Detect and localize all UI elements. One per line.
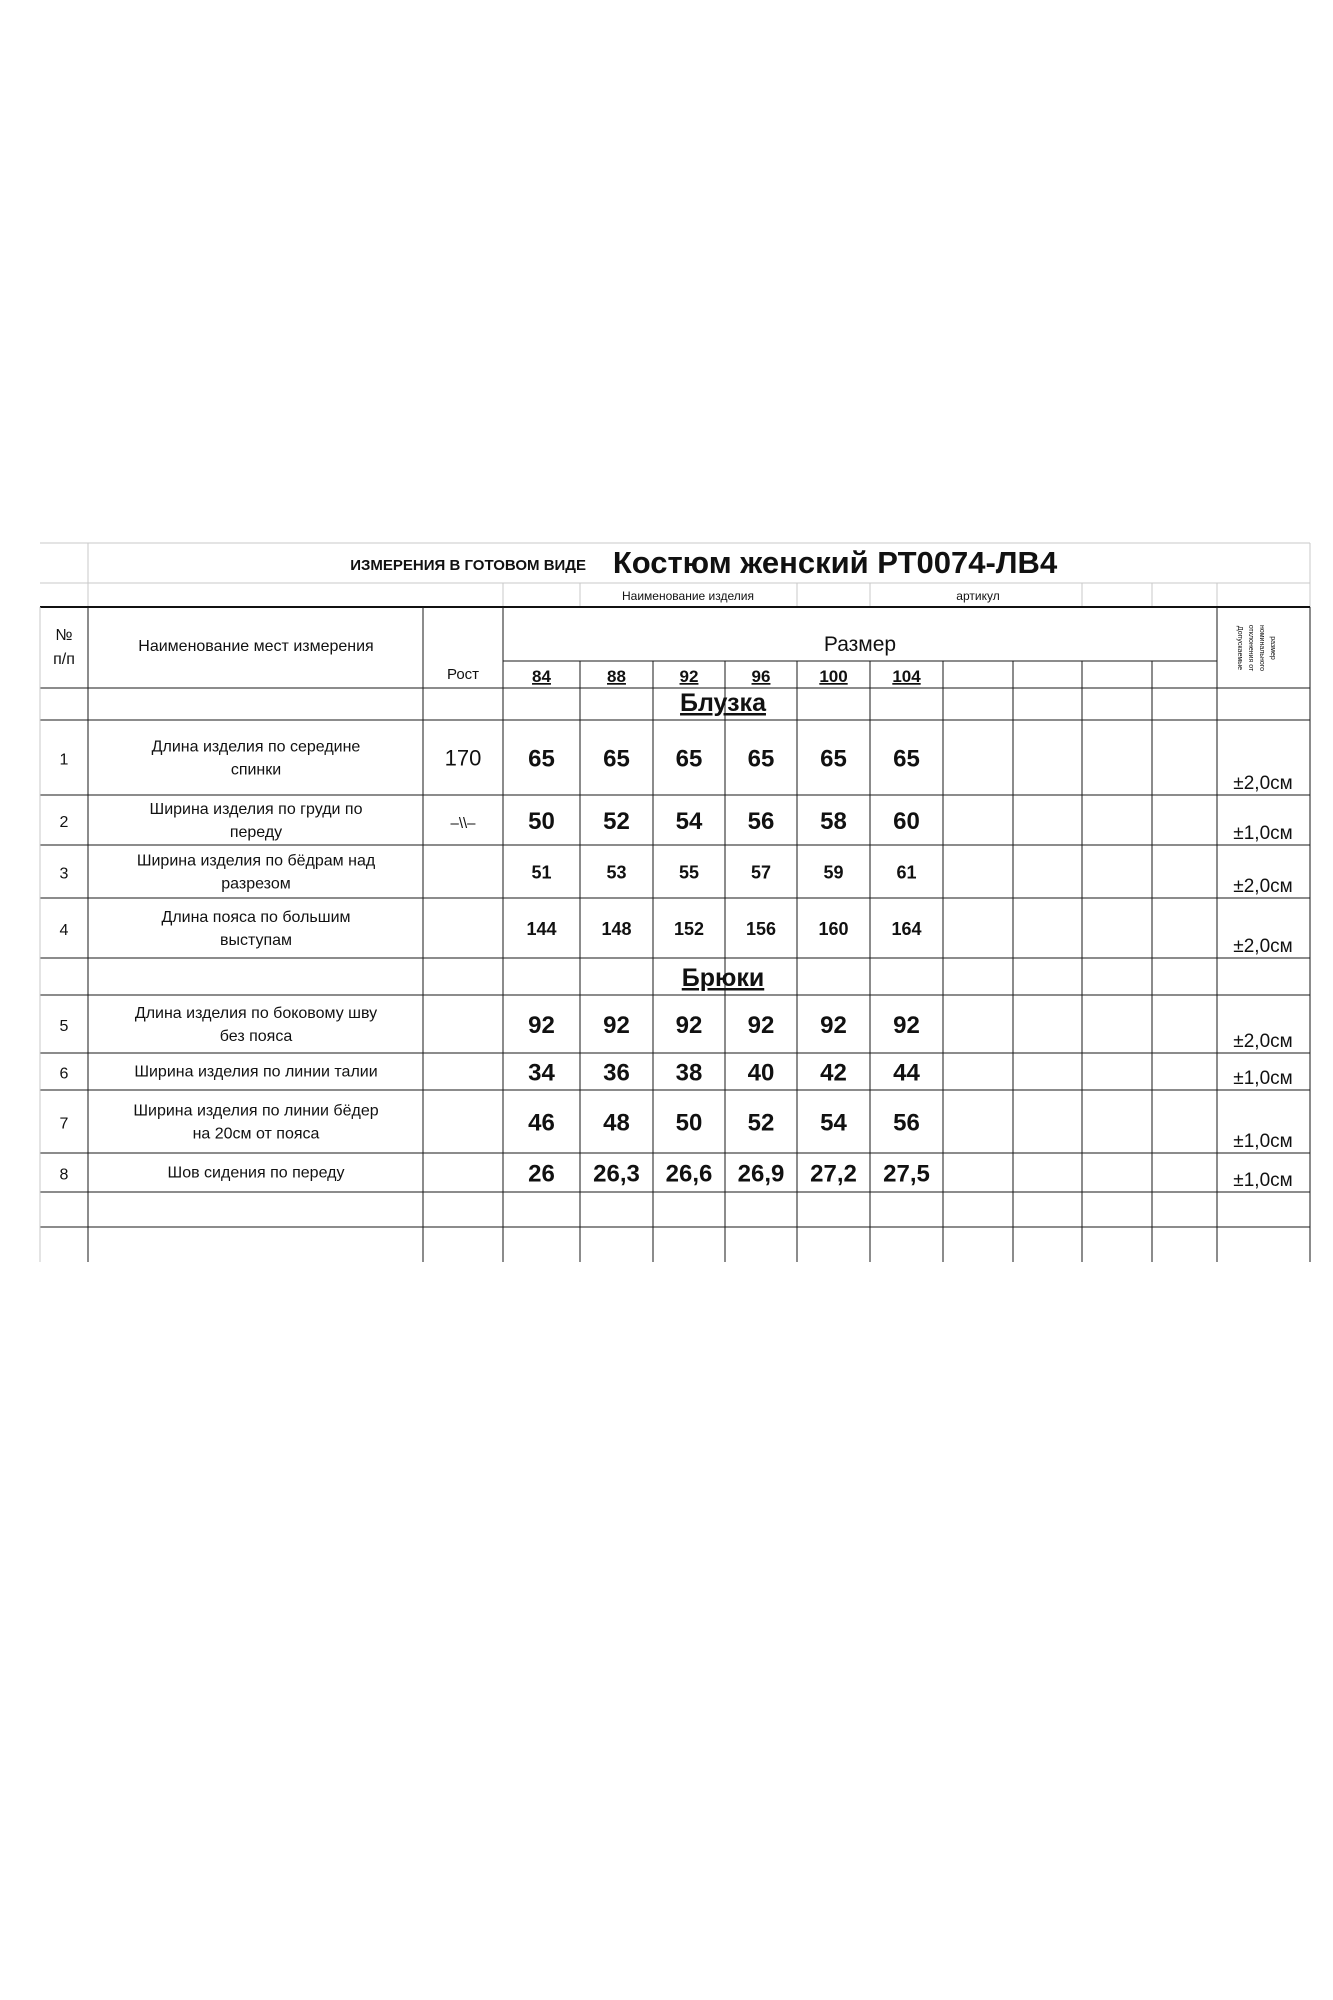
measurement-name: спинки: [230, 761, 282, 779]
article-caption: артикул: [956, 589, 1000, 603]
size-value: 52: [603, 808, 630, 835]
measurement-name: Ширина изделия по груди по: [149, 801, 363, 818]
size-label-84: 84: [532, 667, 551, 686]
column-tolerance-header: номинального: [1258, 624, 1265, 672]
column-tolerance-header: размер: [1269, 636, 1276, 660]
size-value: 59: [823, 862, 844, 883]
row-number: 3: [59, 865, 69, 883]
tolerance-value: ±2,0см: [1233, 936, 1293, 957]
size-value: 54: [675, 808, 703, 835]
size-value: 50: [675, 1109, 703, 1137]
tolerance-value: ±2,0см: [1233, 773, 1293, 794]
size-value: 61: [896, 862, 917, 883]
size-value: 56: [747, 808, 775, 835]
tolerance-value: ±1,0см: [1233, 1068, 1293, 1089]
size-value: 26,9: [737, 1160, 785, 1188]
column-height-header: Рост: [446, 666, 480, 683]
row-height: –\\–: [450, 815, 476, 832]
tolerance-value: ±2,0см: [1233, 1031, 1293, 1052]
size-value: 57: [750, 862, 772, 883]
column-number-header: №: [55, 627, 73, 644]
size-value: 152: [673, 919, 705, 939]
row-height: 170: [444, 745, 482, 771]
size-value: 92: [528, 1012, 555, 1039]
size-label-96: 96: [751, 667, 771, 686]
row-number: 2: [59, 814, 69, 831]
section-title-2: Брюки: [681, 964, 765, 992]
size-label-88: 88: [607, 667, 626, 686]
size-label-92: 92: [679, 667, 699, 686]
measurement-name: на 20см от пояса: [192, 1125, 320, 1143]
size-value: 34: [528, 1059, 555, 1087]
size-value: 55: [678, 862, 700, 883]
size-value: 144: [526, 919, 557, 939]
tolerance-value: ±1,0см: [1233, 1170, 1293, 1191]
size-value: 65: [675, 745, 703, 773]
size-value: 42: [820, 1059, 847, 1087]
row-number: 4: [59, 922, 69, 939]
tolerance-value: ±1,0см: [1233, 823, 1293, 844]
measurement-name: Длина изделия по середине: [151, 738, 361, 756]
size-value: 160: [818, 919, 849, 939]
section-title-1: Блузка: [680, 689, 766, 717]
column-size-header: Размер: [823, 633, 897, 656]
row-number: 5: [59, 1018, 69, 1035]
size-label-104: 104: [892, 667, 921, 686]
measurement-name: Ширина изделия по бёдрам над: [136, 852, 376, 870]
size-value: 36: [603, 1059, 630, 1087]
size-value: 56: [893, 1109, 920, 1137]
product-title: Костюм женский РТ0074-ЛВ4: [612, 545, 1058, 580]
size-value: 65: [893, 745, 920, 773]
size-value: 40: [747, 1059, 775, 1087]
measurement-name: без пояса: [219, 1028, 293, 1045]
measurement-name: Ширина изделия по линии бёдер: [133, 1102, 379, 1120]
tolerance-value: ±1,0см: [1233, 1131, 1293, 1152]
size-value: 54: [820, 1109, 847, 1137]
size-value: 26,3: [593, 1160, 640, 1188]
size-value: 26: [528, 1160, 555, 1188]
measurement-name: Шов сидения по переду: [167, 1164, 345, 1182]
size-value: 26,6: [665, 1160, 713, 1188]
size-value: 156: [745, 919, 777, 939]
size-value: 48: [603, 1109, 630, 1137]
row-number: 1: [59, 751, 69, 769]
column-place-header: Наименование мест измерения: [138, 638, 374, 655]
size-value: 46: [528, 1109, 555, 1137]
size-value: 65: [603, 745, 630, 773]
size-value: 92: [747, 1012, 775, 1039]
product-name-caption: Наименование изделия: [622, 589, 754, 603]
size-value: 44: [893, 1059, 920, 1087]
column-number-header: п/п: [53, 651, 75, 668]
measurement-name: переду: [229, 824, 283, 841]
measurement-name: Длина изделия по боковому шву: [134, 1005, 378, 1022]
measurement-name: Длина пояса по большим: [161, 909, 351, 926]
table-text: [53, 545, 1293, 1191]
size-label-100: 100: [819, 667, 848, 686]
size-value: 58: [820, 808, 847, 835]
row-number: 7: [59, 1115, 69, 1133]
measurement-name: разрезом: [221, 875, 291, 893]
size-value: 92: [893, 1012, 920, 1039]
measure-label: ИЗМЕРЕНИЯ В ГОТОВОМ ВИДЕ: [350, 557, 586, 574]
size-value: 148: [601, 919, 632, 939]
size-value: 38: [675, 1059, 703, 1087]
size-value: 92: [603, 1012, 630, 1039]
tolerance-value: ±2,0см: [1233, 876, 1293, 897]
row-number: 8: [59, 1166, 69, 1184]
size-value: 52: [747, 1109, 775, 1137]
size-value: 92: [820, 1012, 847, 1039]
measurement-name: Ширина изделия по линии талии: [134, 1063, 378, 1081]
size-value: 65: [747, 745, 775, 773]
size-value: 27,5: [883, 1160, 930, 1188]
size-value: 65: [820, 745, 847, 773]
column-tolerance-header: Допускаемые: [1236, 625, 1243, 671]
size-value: 65: [528, 745, 555, 773]
size-value: 53: [606, 862, 627, 883]
column-tolerance-header: отклонения от: [1247, 624, 1254, 672]
row-number: 6: [59, 1065, 69, 1083]
measurement-name: выступам: [219, 932, 293, 949]
size-value: 27,2: [810, 1160, 857, 1188]
size-value: 60: [893, 808, 920, 835]
size-value: 51: [531, 862, 552, 883]
size-value: 164: [891, 919, 922, 939]
size-value: 92: [675, 1012, 703, 1039]
size-value: 50: [528, 808, 555, 835]
